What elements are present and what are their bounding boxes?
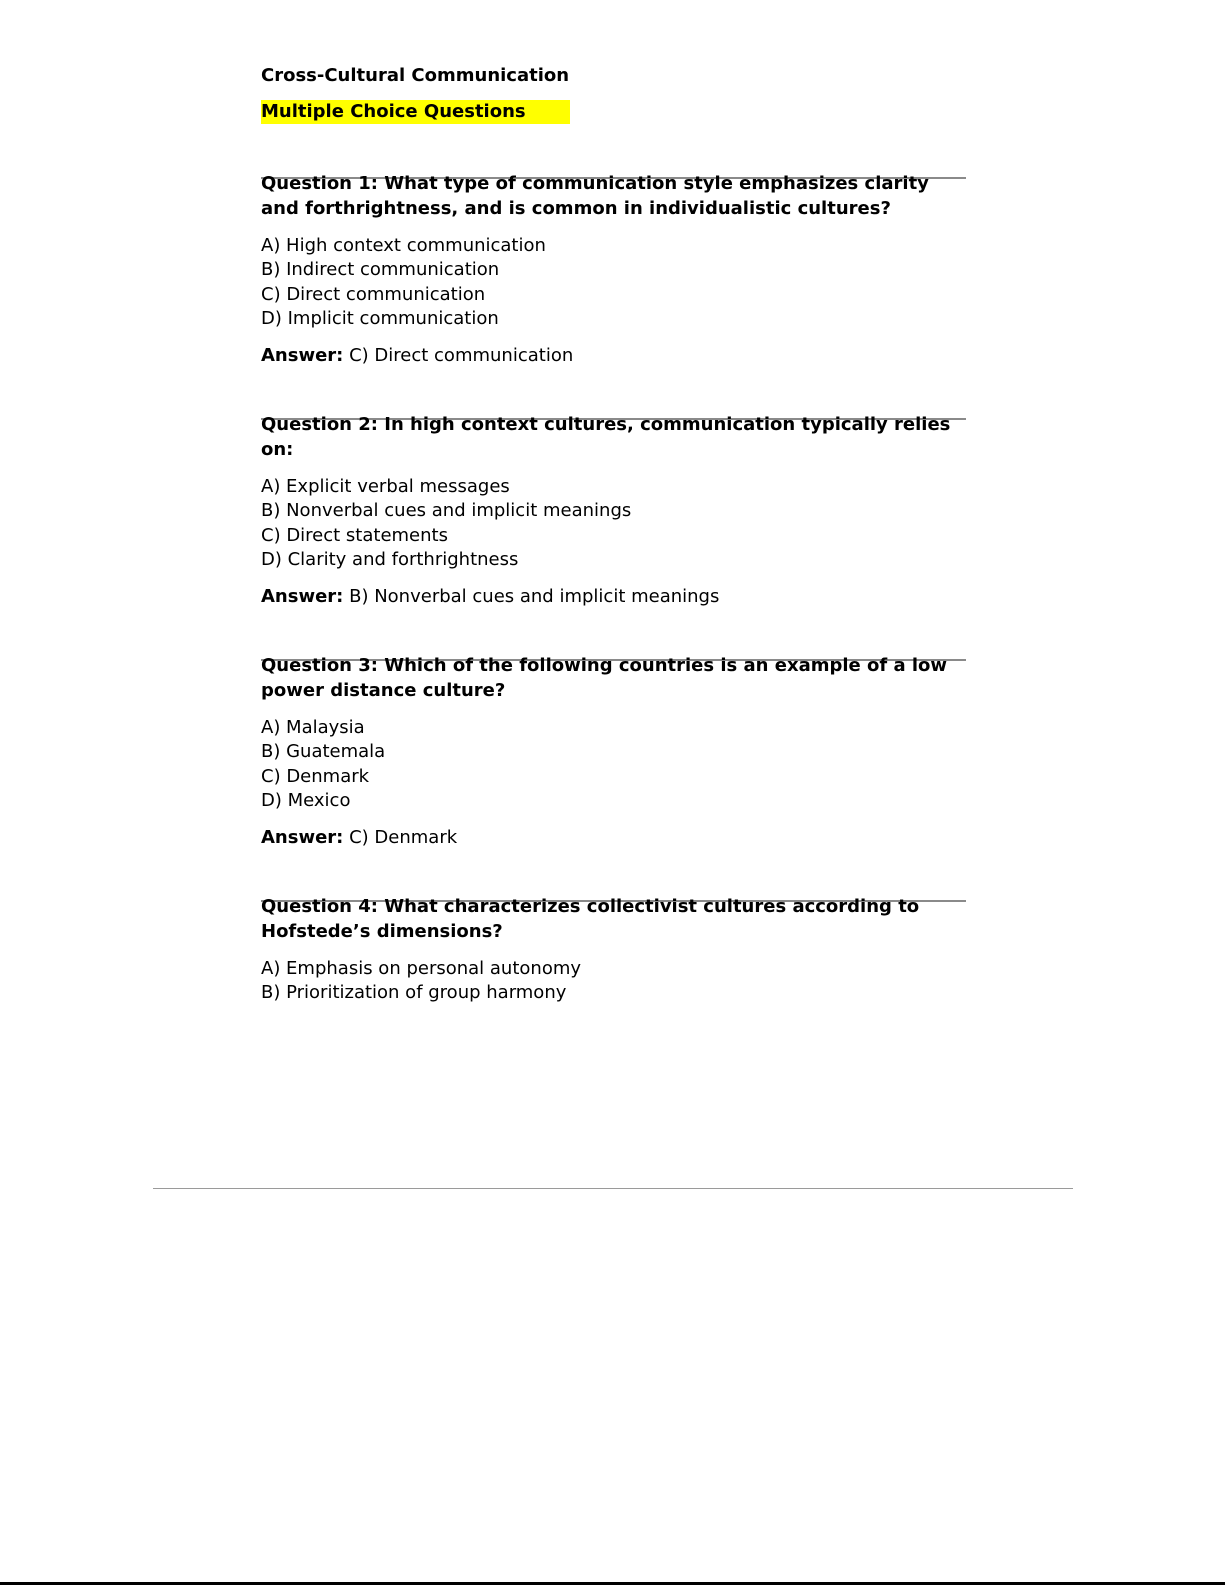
options-list xyxy=(261,475,966,572)
question-text: Question 4: What characterizes collectivist cultures according to Hofstede’s dimensions? xyxy=(261,896,920,942)
option-b: B) Guatemala xyxy=(261,741,386,763)
answer-line xyxy=(261,585,966,609)
option-d: D) Clarity and forthrightness xyxy=(261,548,519,570)
answer-label: Answer: xyxy=(261,586,344,608)
option-c: C) Direct communication xyxy=(261,283,486,305)
page-break-line xyxy=(153,1188,1073,1189)
answer-label: Answer: xyxy=(261,345,344,367)
question-2 xyxy=(261,413,966,609)
question-text: Question 1: What type of communication style emphasizes clarity and forthrightness, and is common in individualistic cultures? xyxy=(261,173,929,219)
option-d: D) Mexico xyxy=(261,789,351,811)
option-c: C) Denmark xyxy=(261,765,370,787)
option-b: B) Prioritization of group harmony xyxy=(261,982,567,1004)
option-d: D) Implicit communication xyxy=(261,307,499,329)
option-b: B) Nonverbal cues and implicit meanings xyxy=(261,500,632,522)
answer-line xyxy=(261,826,966,850)
options-list xyxy=(261,234,966,331)
question-1 xyxy=(261,172,966,368)
option-c: C) Direct statements xyxy=(261,524,448,546)
document-title: Cross-Cultural Communication xyxy=(261,65,570,86)
option-a: A) Emphasis on personal autonomy xyxy=(261,958,582,979)
option-a: A) Explicit verbal messages xyxy=(261,476,510,497)
question-4 xyxy=(261,895,966,1006)
answer-label: Answer: xyxy=(261,827,344,849)
document-body xyxy=(261,64,966,1004)
options-list xyxy=(261,716,966,813)
question-text: Question 3: Which of the following countries is an example of a low power distance culture? xyxy=(261,655,948,701)
document-subtitle: Multiple Choice Questions xyxy=(261,100,570,124)
question-text: Question 2: In high context cultures, communication typically relies on: xyxy=(261,414,951,460)
answer-line xyxy=(261,344,966,368)
answer-value: C) Direct communication xyxy=(349,345,574,367)
answer-value: C) Denmark xyxy=(349,827,458,849)
option-a: A) High context communication xyxy=(261,235,546,256)
question-3 xyxy=(261,654,966,850)
answer-value: B) Nonverbal cues and implicit meanings xyxy=(349,586,720,608)
option-a: A) Malaysia xyxy=(261,717,365,738)
options-list xyxy=(261,957,966,1006)
option-b: B) Indirect communication xyxy=(261,259,500,281)
